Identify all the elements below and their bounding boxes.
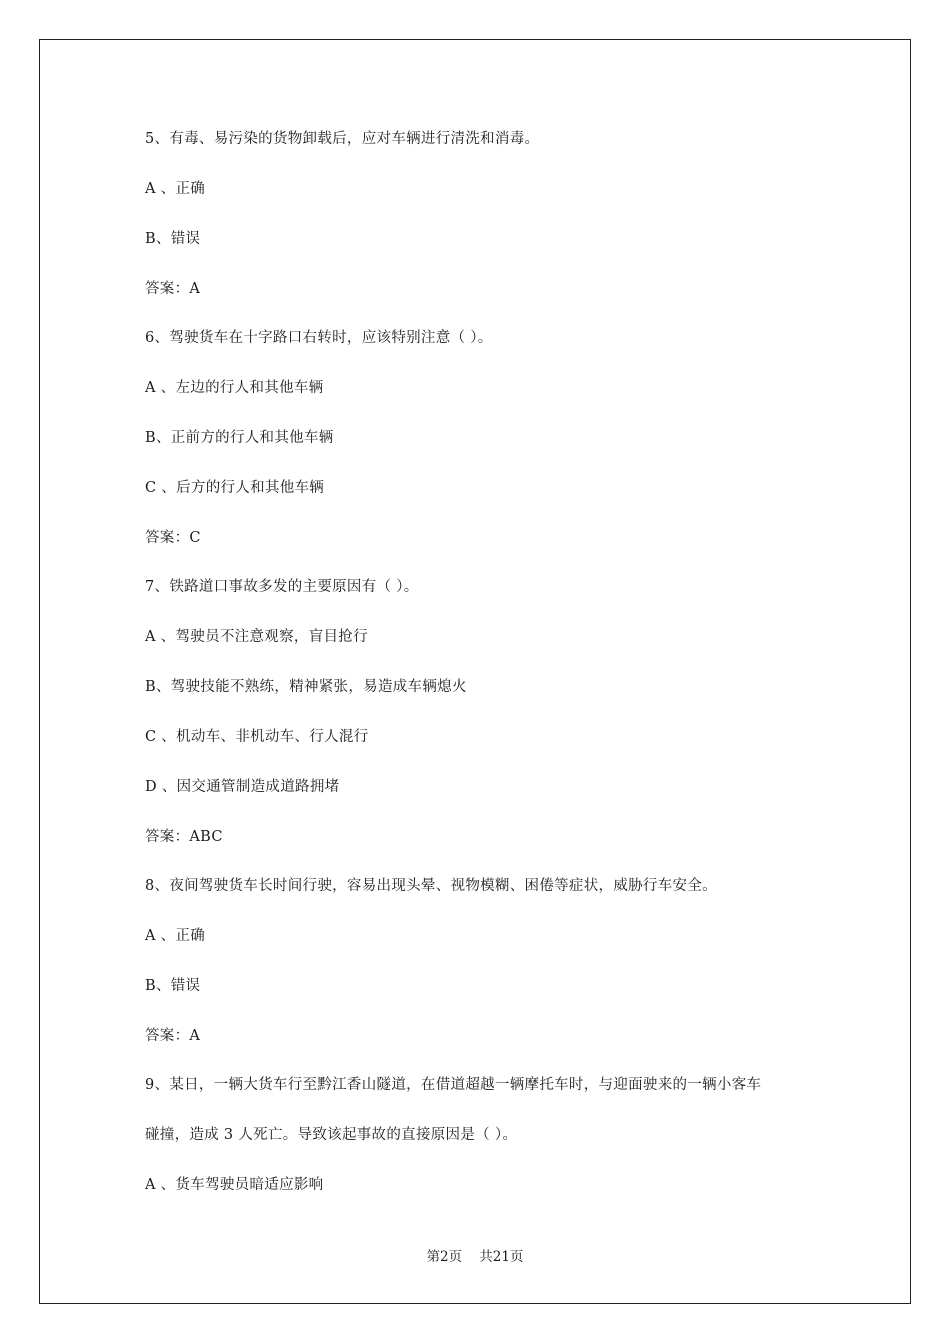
question-7-answer: 答案：ABC xyxy=(145,829,223,845)
question-5-answer: 答案：A xyxy=(145,281,201,297)
question-6-stem: 6、驾驶货车在十字路口右转时，应该特别注意（ ）。 xyxy=(145,330,493,346)
question-9-stem-line-1: 9、某日，一辆大货车行至黔江香山隧道，在借道超越一辆摩托车时，与迎面驶来的一辆小客车 xyxy=(145,1077,762,1093)
question-6-option-c: C 、后方的行人和其他车辆 xyxy=(145,480,325,496)
question-6-option-a: A 、左边的行人和其他车辆 xyxy=(145,380,324,396)
question-8-option-a: A 、正确 xyxy=(145,928,206,944)
question-9-option-a: A 、货车驾驶员暗适应影响 xyxy=(145,1177,324,1193)
question-7-option-a: A 、驾驶员不注意观察，盲目抢行 xyxy=(145,629,368,645)
question-6-option-b: B、正前方的行人和其他车辆 xyxy=(145,430,334,446)
question-9-stem-line-2: 碰撞，造成 3 人死亡。导致该起事故的直接原因是（ ）。 xyxy=(145,1127,518,1143)
question-8-answer: 答案：A xyxy=(145,1028,201,1044)
question-8-option-b: B、错误 xyxy=(145,978,201,994)
question-7-option-c: C 、机动车、非机动车、行人混行 xyxy=(145,729,369,745)
question-6-answer: 答案：C xyxy=(145,530,201,546)
question-7-stem: 7、铁路道口事故多发的主要原因有（ ）。 xyxy=(145,579,419,595)
question-8-stem: 8、夜间驾驶货车长时间行驶，容易出现头晕、视物模糊、困倦等症状，威胁行车安全。 xyxy=(145,878,717,894)
question-5-option-b: B、错误 xyxy=(145,231,201,247)
question-7-option-d: D 、因交通管制造成道路拥堵 xyxy=(145,779,340,795)
question-7-option-b: B、驾驶技能不熟练，精神紧张，易造成车辆熄火 xyxy=(145,679,467,695)
question-5-stem: 5、有毒、易污染的货物卸载后，应对车辆进行清洗和消毒。 xyxy=(145,131,540,147)
page-footer: 第2页 共21页 xyxy=(426,1249,524,1265)
question-5-option-a: A 、正确 xyxy=(145,181,206,197)
